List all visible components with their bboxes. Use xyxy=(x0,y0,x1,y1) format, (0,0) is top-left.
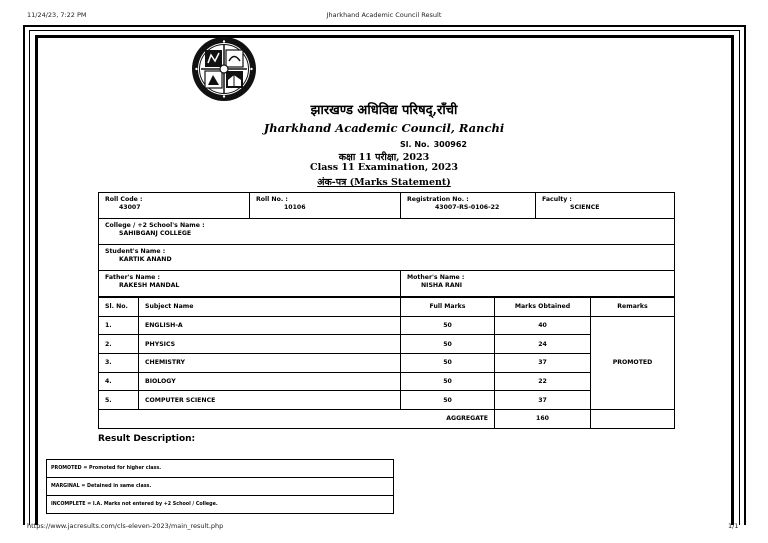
header-subject: Subject Name xyxy=(139,298,401,317)
row-subject: CHEMISTRY xyxy=(139,354,401,373)
registration-label: Registration No. : xyxy=(407,196,469,203)
row-sl-no: 1. xyxy=(99,316,139,335)
marks-table xyxy=(98,297,675,429)
student-name-label: Student's Name : xyxy=(105,248,166,255)
result-description-table xyxy=(46,459,394,514)
description-incomplete: INCOMPLETE = I.A. Marks not entered by +2 School / College. xyxy=(47,496,394,514)
print-page-count: 1/1 xyxy=(728,522,739,530)
row-marks-obtained: 37 xyxy=(495,354,591,373)
table-row xyxy=(99,354,675,373)
row-full-marks: 50 xyxy=(401,372,495,391)
row-marks-obtained: 40 xyxy=(495,316,591,335)
list-item xyxy=(47,478,394,496)
mother-name-value: NISHA RANI xyxy=(421,282,463,289)
father-name-label: Father's Name : xyxy=(105,274,161,281)
description-promoted: PROMOTED = Promoted for higher class. xyxy=(47,460,394,478)
student-name-cell xyxy=(99,245,675,271)
registration-value: 43007-RS-0106-22 xyxy=(435,204,500,211)
serial-number-label: Sl. No. xyxy=(400,140,430,149)
table-row xyxy=(99,372,675,391)
aggregate-row xyxy=(99,410,675,429)
row-sl-no: 2. xyxy=(99,335,139,354)
council-emblem-icon xyxy=(191,36,257,102)
description-marginal: MARGINAL = Detained in same class. xyxy=(47,478,394,496)
roll-no-value: 10106 xyxy=(284,204,306,211)
roll-code-value: 43007 xyxy=(119,204,141,211)
row-full-marks: 50 xyxy=(401,391,495,410)
college-cell xyxy=(99,219,675,245)
remarks-cell: PROMOTED xyxy=(591,316,675,409)
table-row xyxy=(99,335,675,354)
row-sl-no: 4. xyxy=(99,372,139,391)
student-name-value: KARTIK ANAND xyxy=(119,256,172,263)
header-marks-obtained: Marks Obtained xyxy=(495,298,591,317)
serial-number xyxy=(396,140,467,149)
row-subject: ENGLISH-A xyxy=(139,316,401,335)
print-page-title: Jharkhand Academic Council Result xyxy=(326,11,442,19)
row-marks-obtained: 37 xyxy=(495,391,591,410)
mother-name-label: Mother's Name : xyxy=(407,274,465,281)
row-marks-obtained: 24 xyxy=(495,335,591,354)
council-name-english: Jharkhand Academic Council, Ranchi xyxy=(263,121,505,135)
college-label: College / +2 School's Name : xyxy=(105,222,205,229)
header-remarks: Remarks xyxy=(591,298,675,317)
father-name-cell xyxy=(99,271,401,297)
table-row xyxy=(99,391,675,410)
row-sl-no: 5. xyxy=(99,391,139,410)
serial-number-value: 300962 xyxy=(433,140,467,149)
aggregate-value: 160 xyxy=(495,410,591,429)
statement-title: अंक-पत्र (Marks Statement) xyxy=(317,177,451,188)
roll-code-label: Roll Code : xyxy=(105,196,143,203)
college-value: SAHIBGANJ COLLEGE xyxy=(119,230,192,237)
row-sl-no: 3. xyxy=(99,354,139,373)
row-subject: BIOLOGY xyxy=(139,372,401,391)
exam-name-hindi: कक्षा 11 परीक्षा, 2023 xyxy=(338,152,430,163)
faculty-label: Faculty : xyxy=(542,196,572,203)
faculty-value: SCIENCE xyxy=(570,204,600,211)
roll-no-label: Roll No. : xyxy=(256,196,288,203)
exam-name-english: Class 11 Examination, 2023 xyxy=(310,162,458,173)
father-name-value: RAKESH MANDAL xyxy=(119,282,180,289)
row-subject: PHYSICS xyxy=(139,335,401,354)
print-datetime: 11/24/23, 7:22 PM xyxy=(27,11,87,19)
row-full-marks: 50 xyxy=(401,335,495,354)
aggregate-label: AGGREGATE xyxy=(99,410,495,429)
print-url: https://www.jacresults.com/cls-eleven-2023/main_result.php xyxy=(27,522,224,530)
aggregate-blank-cell xyxy=(591,410,675,429)
council-name-hindi: झारखण्ड अधिविद्य परिषद्,राँची xyxy=(310,103,458,118)
row-full-marks: 50 xyxy=(401,316,495,335)
result-description-title: Result Description: xyxy=(98,434,196,444)
roll-no-cell xyxy=(250,193,401,219)
header-sl-no: Sl. No. xyxy=(99,298,139,317)
row-subject: COMPUTER SCIENCE xyxy=(139,391,401,410)
faculty-cell xyxy=(536,193,675,219)
header-full-marks: Full Marks xyxy=(401,298,495,317)
roll-code-cell xyxy=(99,193,250,219)
list-item xyxy=(47,460,394,478)
list-item xyxy=(47,496,394,514)
table-row xyxy=(99,316,675,335)
row-marks-obtained: 22 xyxy=(495,372,591,391)
row-full-marks: 50 xyxy=(401,354,495,373)
mother-name-cell xyxy=(401,271,675,297)
student-info-table xyxy=(98,192,675,297)
registration-cell xyxy=(401,193,536,219)
